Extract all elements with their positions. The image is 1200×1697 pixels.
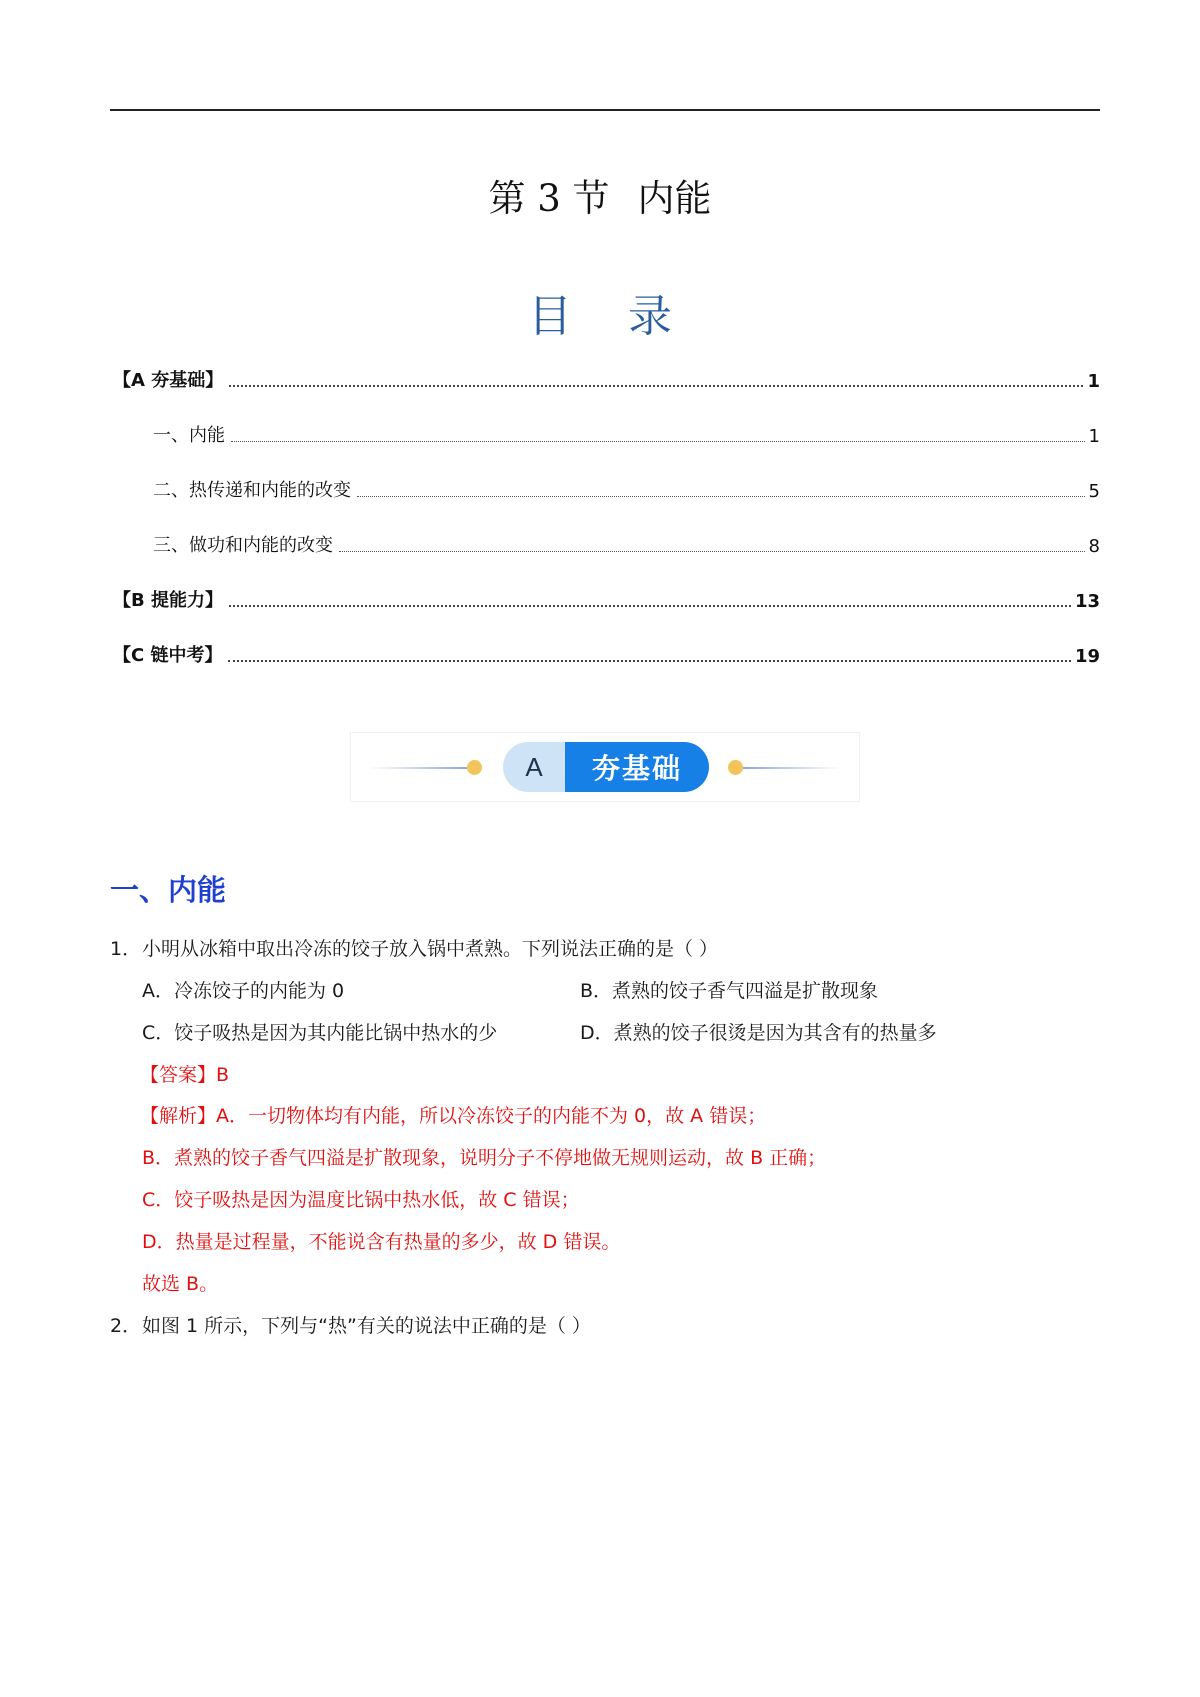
toc-entry-c-exam[interactable]: [113, 641, 1100, 667]
toc-entry-internal-energy[interactable]: [153, 421, 1100, 447]
explanation-line: D．热量是过程量，不能说含有热量的多少，故 D 错误。: [142, 1231, 621, 1253]
explanation-line: C．饺子吸热是因为温度比锅中热水低，故 C 错误；: [142, 1189, 580, 1211]
toc-dot-leader: [229, 605, 1071, 607]
toc-heading-char-1: 目: [528, 291, 572, 342]
toc-entry-page: 5: [1088, 481, 1100, 502]
toc-entry-label: 【A 夯基础】: [113, 370, 224, 391]
toc-entry-heat-transfer[interactable]: [153, 476, 1100, 502]
question-2-stem: [110, 1311, 591, 1338]
section-heading: 一、内能: [110, 873, 227, 907]
banner-line-right: [743, 767, 841, 769]
option-a: A．冷冻饺子的内能为 0: [142, 980, 345, 1002]
title-section-number: 第 3 节: [488, 177, 610, 220]
question-text: 如图 1 所示，下列与“热”有关的说法中正确的是（ ）: [142, 1315, 591, 1337]
conclusion-line: 故选 B。: [142, 1273, 219, 1295]
toc-entry-page: 1: [1087, 371, 1100, 392]
banner-letter: A: [503, 742, 565, 792]
banner-dot-right: [728, 760, 743, 775]
banner-pill: [503, 742, 709, 792]
toc-entry-b-ability[interactable]: [113, 586, 1100, 612]
banner-label: 夯基础: [565, 742, 709, 792]
toc-dot-leader: [229, 385, 1083, 387]
banner-dot-left: [467, 760, 482, 775]
title-topic: 内能: [637, 177, 712, 220]
page-title: [0, 168, 1200, 222]
option-c: C．饺子吸热是因为其内能比锅中热水的少: [142, 1022, 498, 1044]
banner-line-left: [369, 767, 467, 769]
option-b: B．煮熟的饺子香气四溢是扩散现象: [580, 980, 879, 1002]
toc-dot-leader: [357, 496, 1085, 497]
toc-entry-label: 【B 提能力】: [113, 590, 223, 611]
toc-entry-label: 三、做功和内能的改变: [153, 535, 333, 556]
explanation-line: 【解析】A．一切物体均有内能，所以冷冻饺子的内能不为 0，故 A 错误；: [140, 1105, 767, 1127]
toc-heading-char-2: 录: [628, 291, 672, 342]
toc-dot-leader: [231, 441, 1085, 442]
option-d: D．煮熟的饺子很烫是因为其含有的热量多: [580, 1022, 937, 1044]
toc-entry-page: 13: [1074, 591, 1100, 612]
toc-entry-page: 1: [1088, 426, 1100, 447]
section-banner: [350, 732, 860, 802]
question-number: 2．: [110, 1315, 142, 1337]
toc-entry-label: 【C 链中考】: [113, 645, 223, 666]
toc-entry-work[interactable]: [153, 531, 1100, 557]
toc-entry-label: 二、热传递和内能的改变: [153, 480, 351, 501]
question-number: 1．: [110, 938, 142, 960]
question-text: 小明从冰箱中取出冷冻的饺子放入锅中煮熟。下列说法正确的是（ ）: [142, 938, 719, 960]
explanation-line: B．煮熟的饺子香气四溢是扩散现象，说明分子不停地做无规则运动，故 B 正确；: [142, 1147, 827, 1169]
toc-entry-page: 8: [1088, 536, 1100, 557]
toc-entry-page: 19: [1074, 646, 1100, 667]
toc-heading: [0, 280, 1200, 344]
answer-line: 【答案】B: [140, 1064, 230, 1086]
toc-entry-label: 一、内能: [153, 425, 225, 446]
header-rule: [110, 109, 1100, 111]
question-1-stem: [110, 934, 718, 961]
toc-entry-a-basics[interactable]: [113, 366, 1100, 392]
toc-dot-leader: [228, 660, 1070, 662]
toc-dot-leader: [339, 551, 1085, 552]
